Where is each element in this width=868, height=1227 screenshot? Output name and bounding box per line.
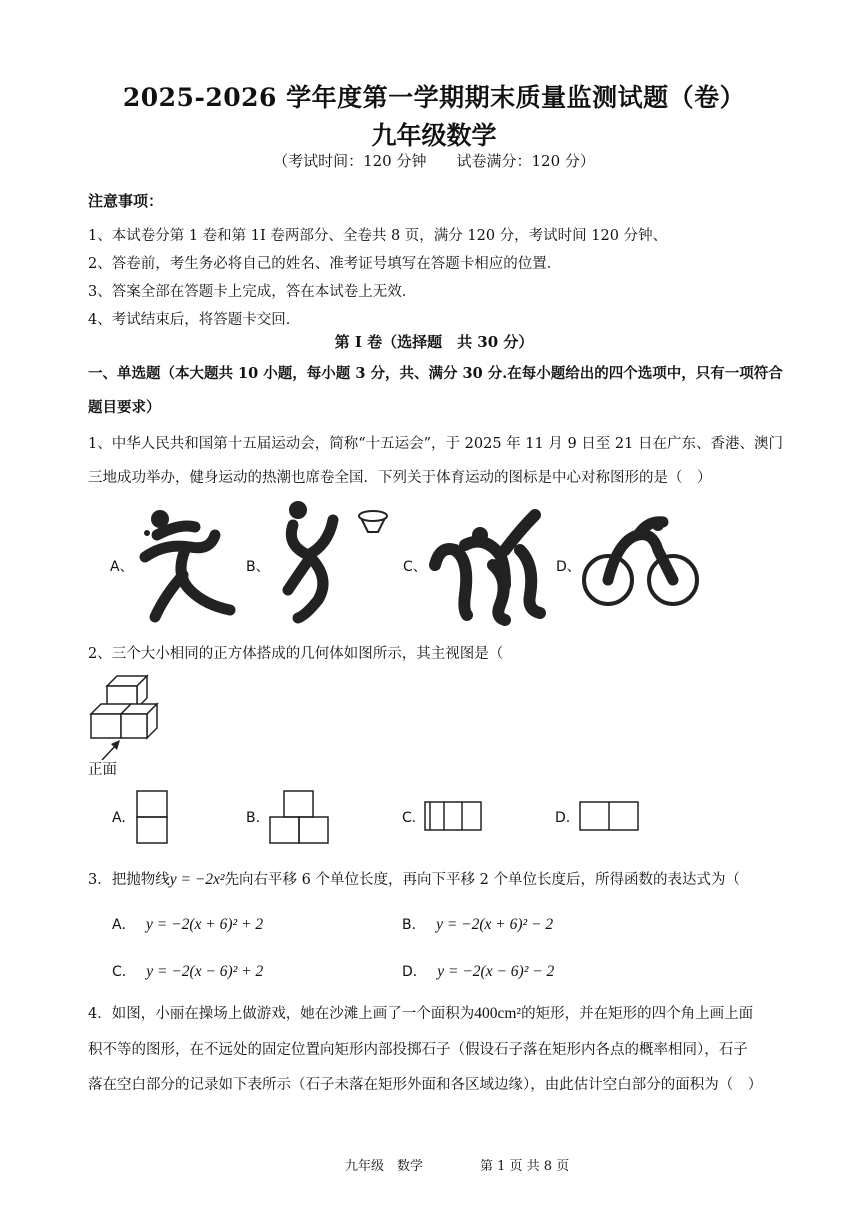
q2-option-c-label: C.	[402, 810, 417, 826]
section-instructions-cont: 题目要求）	[88, 399, 161, 416]
q3-option-d-formula: y = −2(x − 6)² − 2	[437, 963, 555, 980]
q3-option-b	[402, 914, 553, 934]
q3-prefix: 3．把抛物线	[88, 872, 170, 888]
note-item: 1、本试卷分第 1 卷和第 1I 卷两部分、全卷共 8 页，满分 120 分，考试时间 120 分钟、	[88, 228, 668, 244]
q3-option-a-label: A．	[112, 917, 136, 933]
q2-option-c-figure	[424, 801, 484, 833]
q4-line1-b: 的矩形，并在矩形的四个角上画上面	[521, 1006, 754, 1022]
sport-icon-runner	[425, 505, 550, 625]
q1-option-b-label: B、	[246, 559, 270, 575]
q2-text: 2、三个大小相同的正方体搭成的几何体如图所示，其主视图是（	[88, 646, 504, 662]
sport-icon-cycling	[578, 510, 703, 610]
q3-option-d-label: D．	[402, 964, 427, 980]
front-view-label: 正面	[88, 762, 117, 778]
q1-option-d-label: D、	[556, 559, 581, 575]
exam-info: （考试时间：120 分钟 试卷满分：120 分）	[273, 152, 595, 170]
footer-page-number: 第 1 页 共 8 页	[480, 1159, 570, 1174]
q3-text	[88, 868, 740, 889]
q1-text-cont: 三地成功举办，健身运动的热潮也席卷全国．下列关于体育运动的图标是中心对称图形的是（ ）	[88, 470, 712, 486]
q3-option-a	[112, 914, 263, 934]
q4-line1-a: 4．如图，小丽在操场上做游戏，她在沙滩上画了一个面积为	[88, 1006, 475, 1022]
q3-option-a-formula: y = −2(x + 6)² + 2	[146, 916, 264, 933]
cube-stack-figure	[85, 672, 165, 747]
q4-text-cont: 积不等的图形，在不远处的固定位置向矩形内部投掷石子（假设石子落在矩形内各点的概率相同），石子	[88, 1042, 748, 1058]
q2-option-d-figure	[579, 801, 641, 833]
q3-option-c-label: C．	[112, 964, 136, 980]
note-item: 4、考试结束后，将答题卡交回．	[88, 312, 301, 328]
q2-option-b-label: B.	[246, 810, 261, 826]
section-instructions: 一、单选题（本大题共 10 小题，每小题 3 分，共、满分 30 分.在每小题给出的四个选项中，只有一项符合	[88, 365, 783, 382]
q3-option-b-label: B．	[402, 917, 426, 933]
notes-heading: 注意事项：	[88, 192, 164, 210]
q4-text-cont2: 落在空白部分的记录如下表所示（石子未落在矩形外面和各区域边缘），由此估计空白部分的面积为（ ）	[88, 1077, 763, 1093]
q3-formula: y = −2x²	[169, 871, 225, 888]
note-item: 3、答案全部在答题卡上完成，答在本试卷上无效．	[88, 284, 417, 300]
note-item: 2、答卷前，考生务必将自己的姓名、准考证号填写在答题卡相应的位置．	[88, 256, 562, 272]
exam-subject: 九年级数学	[371, 121, 497, 150]
q2-option-a-figure	[136, 790, 170, 846]
q2-option-b-figure	[269, 790, 331, 846]
q1-text: 1、中华人民共和国第十五届运动会，简称“十五运会”，于 2025 年 11 月 9 日至 21 日在广东、香港、澳门	[88, 436, 783, 452]
q3-option-c	[112, 961, 263, 981]
q1-option-c-label: C、	[403, 559, 427, 575]
q3-option-b-formula: y = −2(x + 6)² − 2	[436, 916, 554, 933]
q3-option-c-formula: y = −2(x − 6)² + 2	[146, 963, 264, 980]
part1-heading: 第 I 卷（选择题 共 30 分）	[334, 333, 534, 351]
q2-option-d-label: D.	[555, 810, 571, 826]
q3-option-d	[402, 961, 554, 981]
q3-suffix: 先向右平移 6 个单位长度，再向下平移 2 个单位长度后，所得函数的表达式为（	[224, 872, 740, 888]
q2-option-a-label: A.	[112, 810, 126, 826]
q4-text	[88, 1002, 753, 1023]
q1-option-a-label: A、	[110, 559, 134, 575]
q4-area: 400cm²	[474, 1005, 522, 1022]
sport-icon-badminton	[135, 505, 245, 620]
sport-icon-basketball	[268, 500, 393, 625]
footer-grade: 九年级 数学	[345, 1159, 424, 1174]
exam-title: 2025-2026 学年度第一学期期末质量监测试题（卷）	[122, 83, 746, 112]
